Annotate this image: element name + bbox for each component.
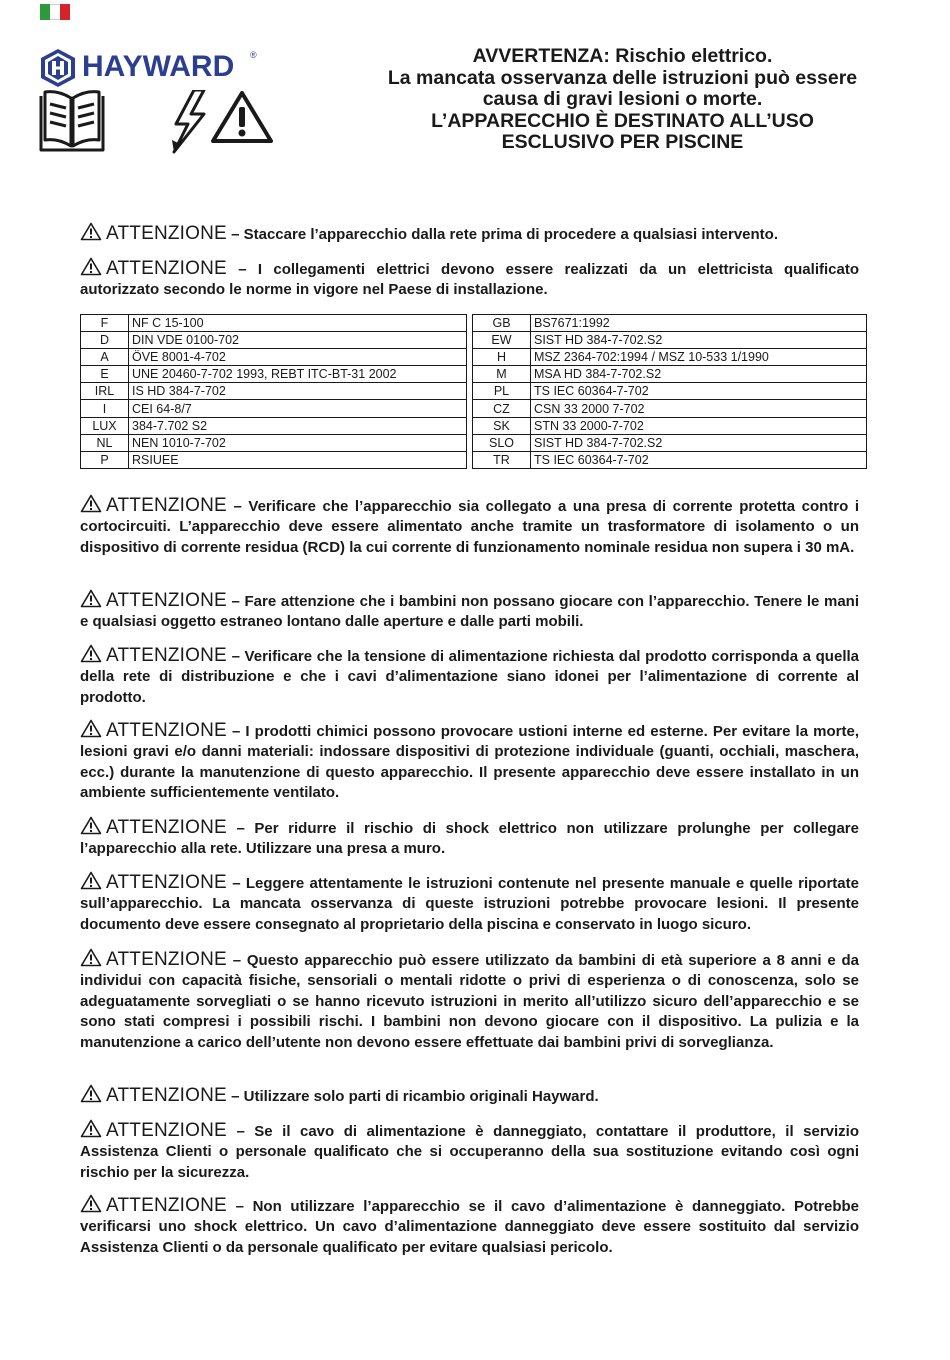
standard-norm-cell: STN 33 2000-7-702 (531, 417, 867, 434)
table-row (81, 349, 867, 366)
warning-keyword: ATTENZIONE (106, 258, 227, 279)
table-row (81, 434, 867, 451)
warning-paragraph (80, 948, 859, 1053)
warning-text: – Verificare che la tensione di alimentazione richiesta dal prodotto corrisponda a quella della rete di distribuzione e che i cavi d’alimentazione siano idonei per l’alimentazione di corrente al prodotto. (80, 648, 859, 706)
hayward-emblem-icon (38, 48, 78, 88)
country-code-cell: A (81, 349, 129, 366)
warning-triangle-icon (80, 1119, 102, 1138)
warning-keyword: ATTENZIONE (106, 223, 227, 244)
warning-triangle-icon (80, 871, 102, 890)
country-code-cell: SK (473, 417, 531, 434)
header-line: ESCLUSIVO PER PISCINE (501, 131, 744, 153)
standard-norm-cell: UNE 20460-7-702 1993, REBT ITC-BT-31 2002 (129, 366, 467, 383)
warning-keyword: ATTENZIONE (106, 817, 227, 838)
italian-flag-icon (40, 4, 70, 20)
warning-triangle-icon (80, 644, 102, 663)
warning-text: – Leggere attentamente le istruzioni contenute nel presente manuale e quelle riportate sull’apparecchio. La mancata osservanza di queste istruzioni potrebbe provocare lesioni. Il presente documento deve essere consegnato al proprietario della piscina e conservato in luogo sicuro. (80, 875, 859, 933)
country-code-cell: P (81, 451, 129, 468)
warning-paragraph (80, 222, 859, 245)
warning-paragraph (80, 1194, 859, 1258)
standard-norm-cell: MSZ 2364-702:1994 / MSZ 10-533 1/1990 (531, 349, 867, 366)
standard-norm-cell: NF C 15-100 (129, 315, 467, 332)
warning-triangle-icon (80, 222, 102, 241)
header-line: La mancata osservanza delle istruzioni può essere (387, 66, 858, 89)
warning-paragraph (80, 1119, 859, 1183)
warning-triangle-icon (210, 90, 274, 144)
electrical-standards-table (80, 314, 867, 469)
warning-triangle-icon (80, 494, 102, 513)
country-code-cell: TR (473, 451, 531, 468)
lightning-bolt-icon (170, 90, 210, 156)
country-code-cell: PL (473, 383, 531, 400)
warning-text: – Per ridurre il rischio di shock elettrico non utilizzare prolunghe per collegare l’apparecchio alla rete. Utilizzare una presa a muro. (80, 820, 859, 858)
country-code-cell: F (81, 315, 129, 332)
country-code-cell: M (473, 366, 531, 383)
warning-paragraph (80, 871, 859, 935)
standard-norm-cell: TS IEC 60364-7-702 (531, 451, 867, 468)
table-row (81, 383, 867, 400)
country-code-cell: IRL (81, 383, 129, 400)
country-code-cell: H (473, 349, 531, 366)
warning-paragraph (80, 257, 859, 301)
standard-norm-cell: 384-7.702 S2 (129, 417, 467, 434)
standard-norm-cell: ÖVE 8001-4-702 (129, 349, 467, 366)
table-row (81, 417, 867, 434)
country-code-cell: SLO (473, 434, 531, 451)
flag-stripe-red (60, 4, 70, 20)
warning-text: – Verificare che l’apparecchio sia collegato a una presa di corrente protetta contro i cortocircuiti. L’apparecchio deve essere alimentato anche tramite un trasformatore di isolamento o un dispositivo di corrente residua (RCD) la cui corrente di funzionamento nominale residua non supera i 30 mA. (80, 498, 859, 556)
warning-keyword: ATTENZIONE (106, 872, 227, 893)
header-line: causa di gravi lesioni o morte. (482, 88, 763, 110)
warning-text: – Se il cavo di alimentazione è danneggiato, contattare il produttore, il servizio Assistenza Clienti o personale qualificato che si occuperanno della sua sostituzione evitando così ogni rischio per la sicurezza. (80, 1123, 859, 1181)
warning-text: – I prodotti chimici possono provocare ustioni interne ed esterne. Per evitare la morte, lesioni gravi e/o danni materiali: indossare dispositivi di protezione individuale (guanti, occhiali, maschera, ecc.) durante la manutenzione di questo apparecchio. Il presente apparecchio deve essere installato in un ambiente sufficientemente ventilato. (80, 723, 859, 802)
warning-paragraph (80, 1084, 859, 1107)
header-line: L’APPARECCHIO È DESTINATO ALL’USO (431, 109, 814, 132)
warning-keyword: ATTENZIONE (106, 590, 227, 611)
table-row (81, 366, 867, 383)
warning-paragraph (80, 719, 859, 804)
warning-triangle-icon (80, 816, 102, 835)
country-code-cell: GB (473, 315, 531, 332)
warning-text: – Fare attenzione che i bambini non possano giocare con l’apparecchio. Tenere le mani e qualsiasi oggetto estraneo lontano dalle aperture e dalle parti mobili. (80, 593, 859, 631)
standard-norm-cell: CSN 33 2000 7-702 (531, 400, 867, 417)
warning-keyword: ATTENZIONE (106, 1195, 227, 1216)
standard-norm-cell: CEI 64-8/7 (129, 400, 467, 417)
warning-keyword: ATTENZIONE (106, 720, 227, 741)
standard-norm-cell: RSIUEE (129, 451, 467, 468)
standard-norm-cell: TS IEC 60364-7-702 (531, 383, 867, 400)
warning-paragraph (80, 644, 859, 708)
hayward-logo (38, 48, 262, 88)
warning-keyword: ATTENZIONE (106, 1120, 227, 1141)
header-line: AVVERTENZA: Rischio elettrico. (472, 45, 773, 67)
standard-norm-cell: SIST HD 384-7-702.S2 (531, 332, 867, 349)
warning-triangle-icon (80, 1194, 102, 1213)
standard-norm-cell: MSA HD 384-7-702.S2 (531, 366, 867, 383)
warning-paragraph (80, 494, 859, 558)
registered-mark: ® (250, 50, 257, 60)
table-row (81, 332, 867, 349)
warning-triangle-icon (80, 257, 102, 276)
table-row (81, 451, 867, 468)
warning-text: – Questo apparecchio può essere utilizzato da bambini di età superiore a 8 anni e da individui con capacità fisiche, sensoriali o mentali ridotte o privi di esperienza o di conoscenza, solo se adeguatamente sorvegliati o se hanno ricevuto istruzioni in merito all’utilizzo sicuro dell’apparecchio e se sono stati compresi i possibili rischi. I bambini non devono giocare con il dispositivo. La pulizia e la manutenzione a carico dell’utente non devono essere effettuate dai bambini privi di sorveglianza. (80, 952, 859, 1051)
standard-norm-cell: BS7671:1992 (531, 315, 867, 332)
standard-norm-cell: NEN 1010-7-702 (129, 434, 467, 451)
warning-paragraph (80, 816, 859, 860)
warning-text: – Non utilizzare l’apparecchio se il cavo d’alimentazione è danneggiato. Potrebbe verificarsi uno shock elettrico. Un cavo d’alimentazione danneggiato deve essere sostituito dal servizio Assistenza Clienti o da personale qualificato per evitare qualsiasi pericolo. (80, 1198, 859, 1256)
standard-norm-cell: IS HD 384-7-702 (129, 383, 467, 400)
brand-name: HAYWARD (82, 50, 235, 83)
warning-text: – Staccare l’apparecchio dalla rete prima di procedere a qualsiasi intervento. (226, 226, 778, 243)
country-code-cell: E (81, 366, 129, 383)
flag-stripe-white (50, 4, 60, 20)
warning-text: – Utilizzare solo parti di ricambio originali Hayward. (226, 1088, 599, 1105)
country-code-cell: EW (473, 332, 531, 349)
warning-keyword: ATTENZIONE (106, 1085, 227, 1106)
warning-paragraph (80, 589, 859, 633)
country-code-cell: LUX (81, 417, 129, 434)
table-row (81, 315, 867, 332)
warning-keyword: ATTENZIONE (106, 949, 227, 970)
warning-keyword: ATTENZIONE (106, 495, 227, 516)
warning-triangle-icon (80, 589, 102, 608)
warning-keyword: ATTENZIONE (106, 645, 227, 666)
warning-triangle-icon (80, 1084, 102, 1103)
table-row (81, 400, 867, 417)
warning-triangle-icon (80, 719, 102, 738)
manual-book-icon (38, 88, 106, 154)
country-code-cell: CZ (473, 400, 531, 417)
pictogram-row (38, 88, 278, 160)
warning-text: – I collegamenti elettrici devono essere realizzati da un elettricista qualificato autorizzato secondo le norme in vigore nel Paese di installazione. (80, 261, 859, 299)
flag-stripe-green (40, 4, 50, 20)
warning-triangle-icon (80, 948, 102, 967)
standard-norm-cell: SIST HD 384-7-702.S2 (531, 434, 867, 451)
electrical-risk-warning (330, 46, 915, 154)
country-code-cell: I (81, 400, 129, 417)
country-code-cell: NL (81, 434, 129, 451)
standard-norm-cell: DIN VDE 0100-702 (129, 332, 467, 349)
country-code-cell: D (81, 332, 129, 349)
